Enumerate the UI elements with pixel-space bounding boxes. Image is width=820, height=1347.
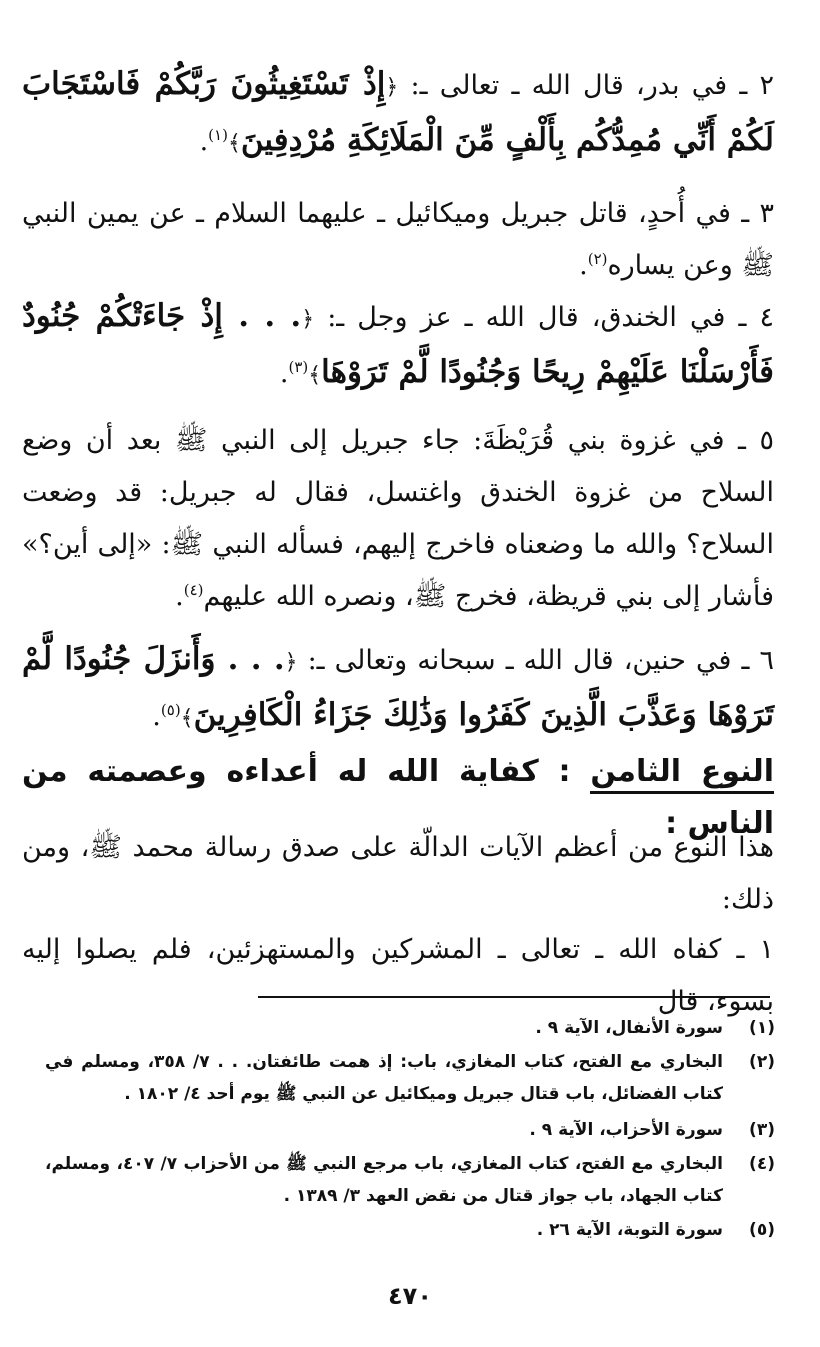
footnote-text: البخاري مع الفتح، كتاب المغازي، باب: إذ همت طائفتان. . . ٧/ ٣٥٨، ومسلم في كتاب الفضائل، باب قتال جبريل وميكائيل عن النبي ﷺ يوم أحد ٤/ ١٨٠٢ .	[45, 1052, 723, 1104]
footnote-ref-5: (٥)	[160, 701, 181, 719]
footnote-ref-1: (١)	[208, 126, 228, 144]
quran-close-bracket: ﴾	[308, 363, 322, 388]
item-uhud-tail: .	[579, 250, 588, 281]
intro-paragraph: هذا النوع من أعظم الآيات الدالّة على صدق رسالة محمد ﷺ، ومن ذلك:	[22, 832, 774, 915]
item-khandaq-tail: .	[279, 358, 289, 389]
footnote-number: (٤)	[749, 1154, 775, 1174]
item-uhud-text: ٣ ـ في أُحدٍ، قاتل جبريل وميكائيل ـ عليهما السلام ـ عن يمين النبي ﷺ وعن يساره	[22, 198, 774, 281]
quran-close-bracket: ﴾	[180, 706, 194, 731]
footnote-separator	[258, 996, 770, 998]
item-khandaq	[22, 290, 774, 402]
item-qurayza-tail: .	[175, 581, 184, 612]
quran-open-bracket: ﴿	[301, 307, 315, 332]
item-badr-intro: ٢ ـ في بدر، قال الله ـ تعالى ـ:	[398, 70, 774, 101]
item-hunayn-intro: ٦ ـ في حنين، قال الله ـ سبحانه وتعالى ـ:	[297, 645, 774, 676]
quran-verse-khandaq: . . . إِذْ جَاءَتْكُمْ جُنُودٌ فَأَرْسَلْنَا عَلَيْهِمْ رِيحًا وَجُنُودًا لَّمْ تَرَوْهَا	[22, 298, 774, 390]
page-number: ٤٧٠	[388, 1282, 432, 1310]
footnote-ref-3: (٣)	[288, 358, 309, 376]
footnote-number: (٥)	[749, 1220, 775, 1240]
quran-open-bracket: ﴿	[385, 75, 399, 100]
item-qurayza	[22, 415, 774, 623]
item-khandaq-intro: ٤ ـ في الخندق، قال الله ـ عز وجل ـ:	[314, 302, 774, 333]
footnote-text: سورة الأنفال، الآية ٩ .	[535, 1018, 723, 1038]
item-hunayn	[22, 633, 774, 745]
footnote-number: (٢)	[749, 1052, 775, 1072]
footnote-2	[45, 1046, 775, 1110]
footnote-number: (١)	[749, 1018, 775, 1038]
quran-verse-badr: إِذْ تَسْتَغِيثُونَ رَبَّكُمْ فَاسْتَجَابَ لَكُمْ أَنِّي مُمِدُّكُم بِأَلْفٍ مِّنَ الْمَلَائِكَةِ مُرْدِفِينَ	[22, 66, 774, 158]
item-badr	[22, 58, 774, 170]
item-kifaya: ١ ـ كفاه الله ـ تعالى ـ المشركين والمستهزئين، فلم يصلوا إليه بسوء، قال	[22, 934, 774, 1017]
item-qurayza-text: ٥ ـ في غزوة بني قُرَيْظَةَ: جاء جبريل إلى النبي ﷺ بعد أن وضع السلاح من غزوة الخندق واغتسل، فقال له جبريل: قد وضعت السلاح؟ والله ما وضعناه فاخرج إليهم، فسأله النبي ﷺ: «إلى أين؟» فأشار إلى بني قريظة، فخرج ﷺ، ونصره الله عليهم	[22, 425, 774, 612]
footnote-4	[45, 1148, 775, 1212]
footnote-3	[45, 1114, 775, 1146]
footnote-text: البخاري مع الفتح، كتاب المغازي، باب مرجع النبي ﷺ من الأحزاب ٧/ ٤٠٧، ومسلم، كتاب الجهاد، باب جواز قتال من نقض العهد ٣/ ١٣٨٩ .	[45, 1154, 723, 1206]
quran-close-bracket: ﴾	[227, 131, 241, 156]
footnote-text: سورة التوبة، الآية ٢٦ .	[536, 1220, 723, 1240]
footnote-1	[45, 1012, 775, 1044]
footnote-ref-2: (٢)	[587, 250, 608, 268]
item-badr-tail: .	[199, 126, 209, 157]
footnote-number: (٣)	[749, 1120, 775, 1140]
item-uhud	[22, 188, 774, 292]
footnote-5	[45, 1214, 775, 1246]
footnote-ref-4: (٤)	[183, 581, 204, 599]
quran-open-bracket: ﴿	[284, 650, 298, 675]
footnote-text: سورة الأحزاب، الآية ٩ .	[529, 1120, 723, 1140]
item-hunayn-tail: .	[152, 701, 161, 732]
quran-verse-hunayn: . . . وَأَنزَلَ جُنُودًا لَّمْ تَرَوْهَا وَعَذَّبَ الَّذِينَ كَفَرُوا وَذَٰلِكَ جَزَاءُ الْكَافِرِينَ	[22, 641, 774, 733]
section-heading-title: : كفاية الله له أعداءه وعصمته من الناس :	[22, 754, 774, 841]
section-heading-label: النوع الثامن	[590, 754, 774, 794]
